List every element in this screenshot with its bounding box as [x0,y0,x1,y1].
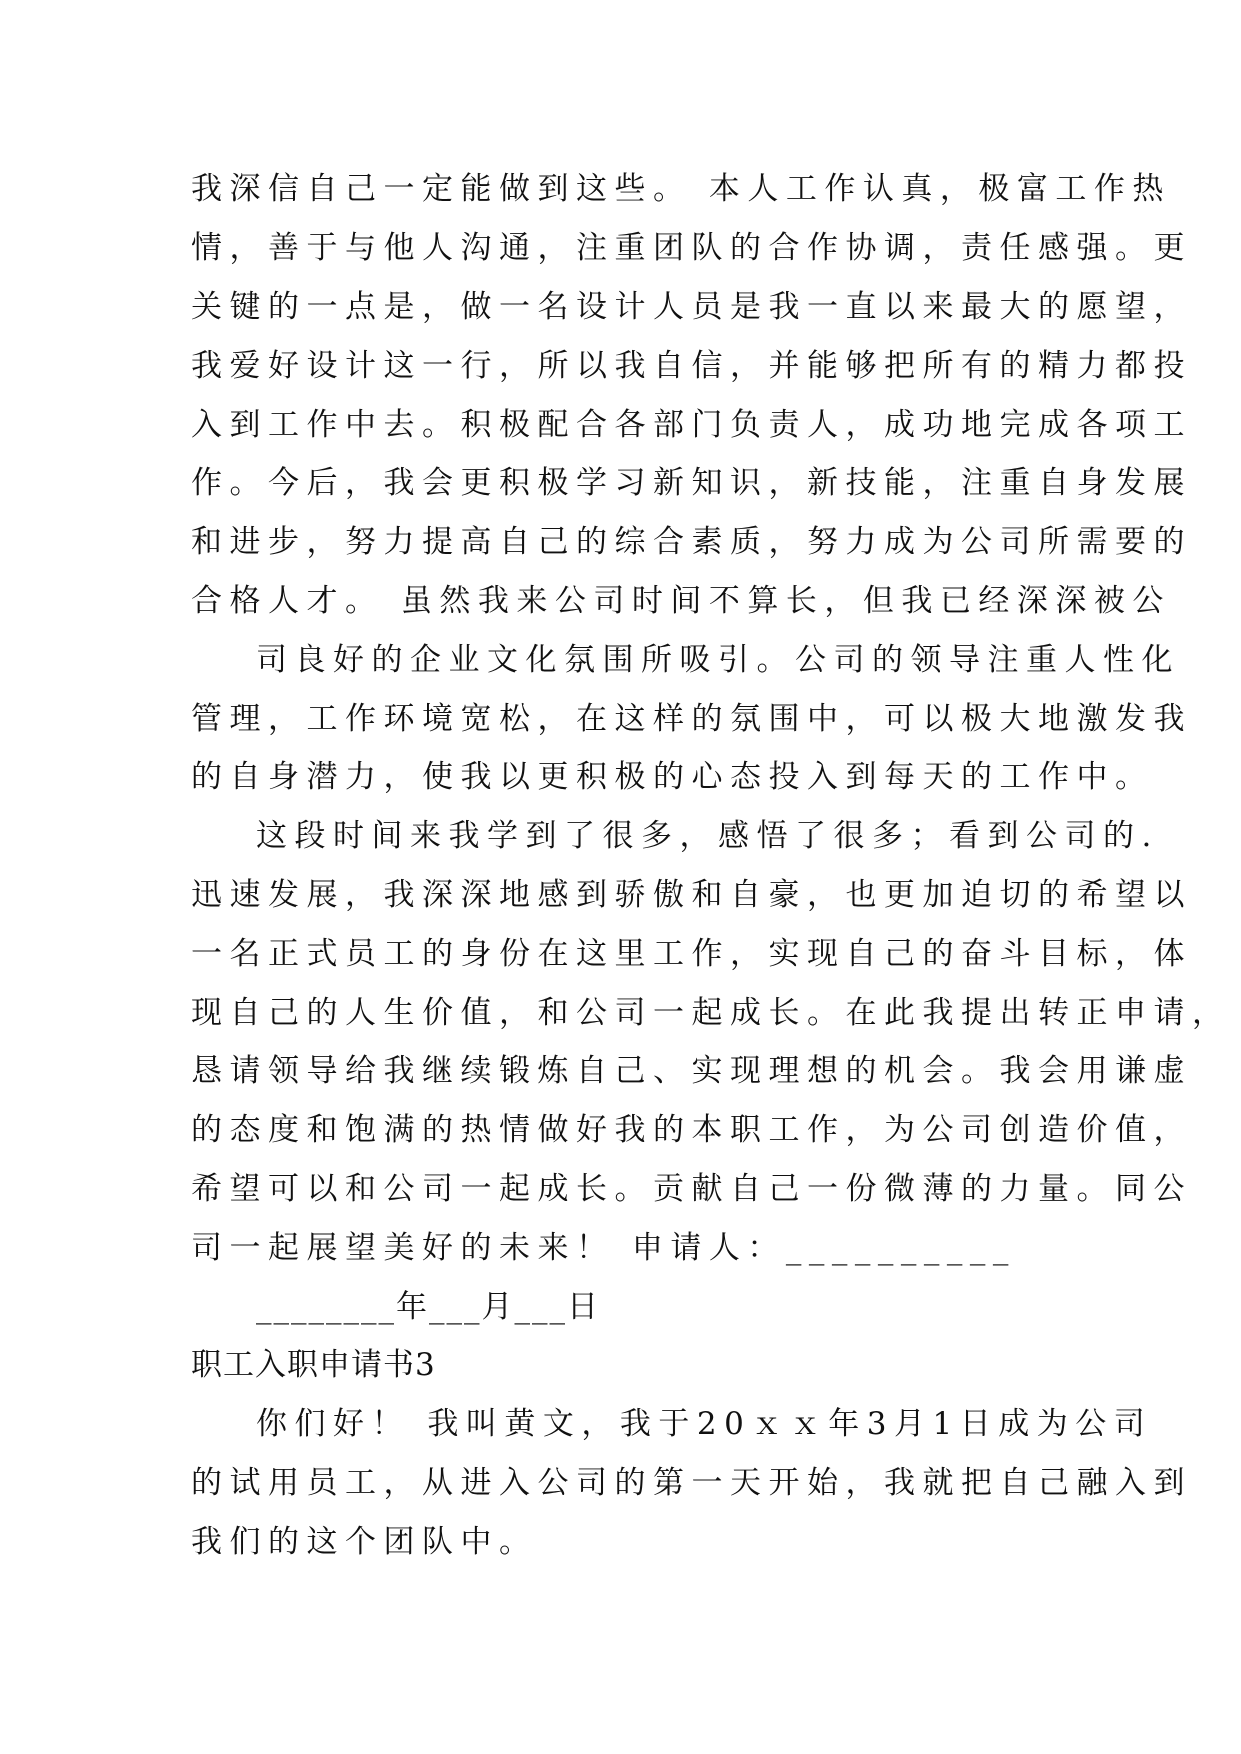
applicant-line: 司一起展望美好的未来！ 申请人：__________ [191,1230,1016,1266]
paragraph-start-line: 司良好的企业文化氛围所吸引。公司的领导注重人性化 [256,642,1180,678]
section-title: 职工入职申请书3 [191,1347,436,1383]
body-line-8: 合格人才。 虽然我来公司时间不算长，但我已经深深被公 [191,583,1171,619]
body-line-18: 希望可以和公司一起成长。贡献自己一份微薄的力量。同公 [191,1171,1192,1207]
body-line-3: 关键的一点是，做一名设计人员是我一直以来最大的愿望， [191,289,1192,325]
body-line-2: 情，善于与他人沟通，注重团队的合作协调，责任感强。更 [191,230,1192,266]
body-line-17: 的态度和饱满的热情做好我的本职工作，为公司创造价值， [191,1112,1192,1148]
paragraph-start-line: 这段时间来我学到了很多，感悟了很多；看到公司的. [256,818,1159,854]
body-line-15: 现自己的人生价值，和公司一起成长。在此我提出转正申请， [191,995,1231,1031]
body-line-6: 作。今后，我会更积极学习新知识，新技能，注重自身发展 [191,465,1192,501]
paragraph-start-line: 你们好！ 我叫黄文，我于20ｘｘ年3月1日成为公司 [256,1406,1153,1442]
body-line-5: 入到工作中去。积极配合各部门负责人，成功地完成各项工 [191,407,1192,443]
date-line: ________年___月___日 [256,1289,600,1325]
body-line-7: 和进步，努力提高自己的综合素质，努力成为公司所需要的 [191,524,1192,560]
body-line-10: 管理，工作环境宽松，在这样的氛围中，可以极大地激发我 [191,701,1192,737]
body-line-1: 我深信自己一定能做到这些。 本人工作认真，极富工作热 [191,171,1171,207]
body-line-4: 我爱好设计这一行，所以我自信，并能够把所有的精力都投 [191,348,1192,384]
body-line-16: 恳请领导给我继续锻炼自己、实现理想的机会。我会用谦虚 [191,1053,1192,1089]
body-line-23: 的试用员工，从进入公司的第一天开始，我就把自己融入到 [191,1465,1192,1501]
body-line-14: 一名正式员工的身份在这里工作，实现自己的奋斗目标，体 [191,936,1192,972]
body-line-24: 我们的这个团队中。 [191,1524,538,1560]
body-line-13: 迅速发展，我深深地感到骄傲和自豪，也更加迫切的希望以 [191,877,1192,913]
body-line-11: 的自身潜力，使我以更积极的心态投入到每天的工作中。 [191,759,1154,795]
